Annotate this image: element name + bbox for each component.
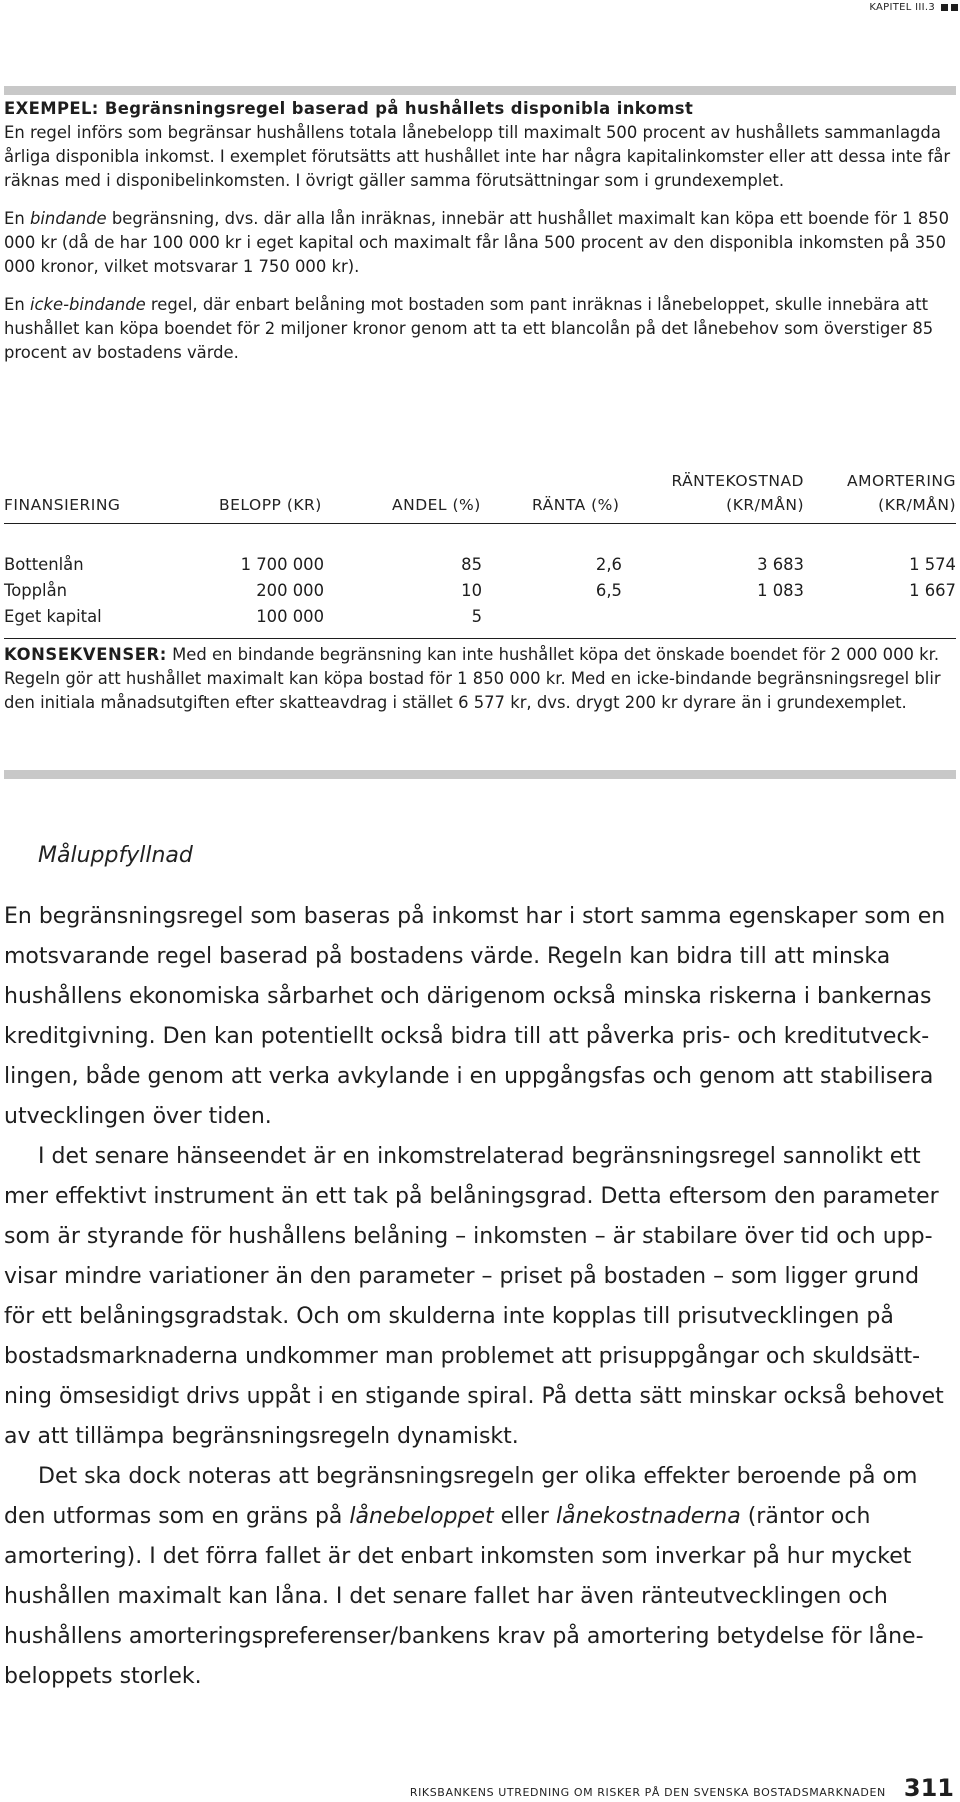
- chapter-label: KAPITEL III.3: [869, 1, 935, 13]
- financing-table: [4, 467, 956, 639]
- cell-financing: Eget kapital: [4, 607, 102, 626]
- table-bottom-line: [4, 638, 956, 639]
- col-interest-cost: RÄNTEKOSTNAD (KR/MÅN): [671, 472, 804, 514]
- table-row: [4, 552, 956, 578]
- cell-rate: 6,5: [595, 581, 622, 600]
- table-row: [4, 578, 956, 604]
- cell-amount: 1 700 000: [240, 555, 324, 574]
- body-text: [4, 897, 956, 1697]
- cell-rate: 2,6: [595, 555, 622, 574]
- example-top-rule: [4, 86, 956, 95]
- cell-interest-cost: 1 083: [757, 581, 804, 600]
- cell-share: 5: [471, 607, 482, 626]
- cell-amortization: 1 667: [909, 581, 956, 600]
- consequences-label: KONSEKVENSER:: [4, 645, 167, 664]
- cell-financing: Topplån: [4, 581, 68, 600]
- body-paragraph: En begränsningsregel som baseras på inkomst har i stort samma egenskaper som en motsvarande regel baserad på bostadens värde. Regeln kan bidra till att minska hushållens ekonomiska sårbarhet och därigenom också minska riskerna i bankernas kreditgivning. Den kan potentiellt också bidra till att påverka pris- och kreditutveck-lingen, både genom att verka avkylande i en uppgångsfas och genom att stabilisera utvecklingen över tiden.: [4, 904, 946, 1129]
- col-amortization: AMORTERING (KR/MÅN): [846, 472, 956, 514]
- consequences-paragraph: KONSEKVENSER: Med en bindande begränsning kan inte hushållet köpa det önskade boendet för 2 000 000 kr. Regeln gör att hushållet maximalt kan köpa bostad för 1 850 000 kr. Med en icke-bindande begränsningsregel blir den initiala månadsutgiften efter skatteavdrag i stället 6 577 kr, dvs. drygt 200 kr dyrare än i grundexemplet.: [4, 645, 941, 712]
- table-header-row: [4, 467, 956, 517]
- table-body: [4, 524, 956, 630]
- page-number: 311: [903, 1774, 954, 1802]
- example-box: [4, 97, 956, 365]
- header-squares-icon: [941, 4, 960, 11]
- cell-financing: Bottenlån: [4, 555, 84, 574]
- cell-amount: 200 000: [256, 581, 324, 600]
- footer-publication: RIKSBANKENS UTREDNING OM RISKER PÅ DEN SVENSKA BOSTADSMARKNADEN: [409, 1786, 886, 1799]
- col-amount: BELOPP (KR): [219, 496, 322, 514]
- page-header: [869, 0, 960, 14]
- page-footer: [0, 1774, 960, 1802]
- table-row: [4, 604, 956, 630]
- cell-interest-cost: 3 683: [757, 555, 804, 574]
- col-financing: FINANSIERING: [4, 496, 121, 514]
- cell-amortization: 1 574: [909, 555, 956, 574]
- example-bottom-rule: [4, 770, 956, 779]
- example-title: EXEMPEL: Begränsningsregel baserad på hushållets disponibla inkomst: [4, 99, 694, 118]
- body-paragraph: I det senare hänseendet är en inkomstrelaterad begränsningsregel sannolikt ett mer effektivt instrument än ett tak på belåningsgrad. Detta eftersom den parameter som är styrande för hushållens belåning – inkomsten – är stabilare över tid och upp-visar mindre variationer än den parameter – priset på bostaden – som ligger grund för ett belåningsgradstak. Och om skulderna inte kopplas till prisutvecklingen på bostadsmarknaderna undkommer man problemet att prisuppgångar och skuldsätt-ning ömsesidigt drivs uppåt i en stigande spiral. På detta sätt minskar också behovet av att tillämpa begränsningsregeln dynamiskt.: [4, 1144, 944, 1449]
- example-intro: En regel införs som begränsar hushållens totala lånebelopp till maximalt 500 procent av hushållets sammanlagda årliga disponibla inkomst. I exemplet förutsätts att hushållet inte har några kapitalinkomster eller att dessa inte får räknas med i disponibelinkomsten. I övrigt gäller samma förutsättningar som i grundexemplet.: [4, 123, 951, 190]
- col-share: ANDEL (%): [392, 496, 481, 514]
- example-binding-paragraph: En bindande begränsning, dvs. där alla lån inräknas, innebär att hushållet maximalt kan köpa ett boende för 1 850 000 kr (då de har 100 000 kr i eget kapital och maximalt får låna 500 procent av den disponibla inkomsten på 350 000 kronor, vilket motsvarar 1 750 000 kr).: [4, 209, 950, 276]
- cell-share: 10: [461, 581, 482, 600]
- col-rate: RÄNTA (%): [532, 496, 620, 514]
- section-heading: Måluppfyllnad: [38, 843, 193, 868]
- cell-amount: 100 000: [256, 607, 324, 626]
- body-paragraph: Det ska dock noteras att begränsningsregeln ger olika effekter beroende på om den utformas som en gräns på lånebeloppet eller lånekostnaderna (räntor och amortering). I det förra fallet är det enbart inkomsten som inverkar på hur mycket hushållen maximalt kan låna. I det senare fallet har även ränteutvecklingen och hushållens amorteringspreferenser/bankens krav på amortering betydelse för låne-beloppets storlek.: [4, 1464, 924, 1689]
- cell-share: 85: [461, 555, 482, 574]
- example-nonbinding-paragraph: En icke-bindande regel, där enbart belåning mot bostaden som pant inräknas i lånebeloppet, skulle innebära att hushållet kan köpa boendet för 2 miljoner kronor genom att ta ett blancolån på det lånebehov som överstiger 85 procent av bostadens värde.: [4, 295, 934, 362]
- consequences-block: [4, 643, 956, 715]
